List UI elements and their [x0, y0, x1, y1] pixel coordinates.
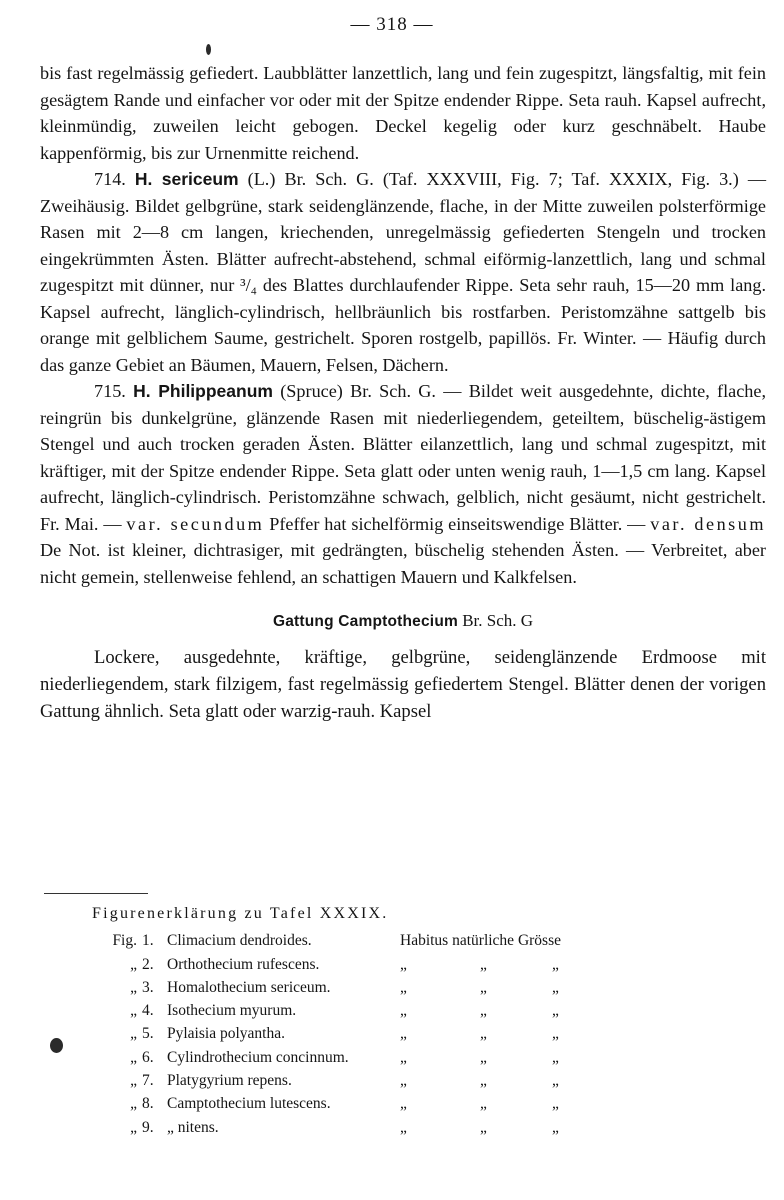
ink-speck: [206, 44, 211, 55]
paragraph-intro: [40, 60, 766, 166]
fig-prefix: „: [130, 1072, 137, 1090]
fig-number: 8.: [142, 1095, 154, 1113]
fig-number: 2.: [142, 955, 154, 973]
fig-number: 4.: [142, 1002, 154, 1020]
text-run: bis fast regelmässig gefiedert. Laubblätter lanzettlich, lang und fein zugespitzt, längsfaltig, mit fein gesägtem Rande und einfacher vor oder mit der Spitze endender Rippe. Seta rauh. Kapsel aufrecht, kleinmündig, zuweilen leicht gebogen. Deckel kegelig oder kurz geschnäbelt. Haube kappenförmig, bis zur Urnenmitte reichend.: [40, 63, 766, 163]
fig-ditto: „: [552, 1118, 559, 1136]
fig-number: 9.: [142, 1118, 154, 1136]
fig-ditto: „: [552, 1025, 559, 1043]
fig-ditto: „: [552, 978, 559, 996]
fig-ditto: „: [552, 1072, 559, 1090]
paragraph-list: [40, 60, 766, 590]
fig-number: 6.: [142, 1048, 154, 1066]
fig-prefix: „: [130, 1025, 137, 1043]
figure-legend-row: [92, 953, 692, 976]
variety-name: var. secundum: [126, 513, 265, 534]
fig-ditto: „: [400, 978, 407, 996]
fig-number: 3.: [142, 978, 154, 996]
fig-ditto: „: [400, 1118, 407, 1136]
fig-ditto: „: [480, 1095, 487, 1113]
fig-ditto: „: [552, 1095, 559, 1113]
fig-ditto: „: [480, 1118, 487, 1136]
figure-legend-row: [92, 1022, 692, 1045]
species-name: H. sericeum: [134, 169, 239, 189]
fig-species: Pylaisia polyantha.: [167, 1025, 285, 1043]
fig-species: Climacium dendroides.: [167, 932, 312, 950]
figure-legend-row: [92, 999, 692, 1022]
text-run: (Spruce) Br. Sch. G. — Bildet weit ausgedehnte, dichte, flache, reingrün bis dunkelgrüne, glänzende Rasen mit niederliegendem, geteiltem, büschelig-ästigem Stengel und auch trocken geraden Ästen. Blätter eilanzettlich, lang und schmal zugespitzt, mit kräftiger, mit der Spitze endender Rippe. Seta glatt oder unten wenig rauh, 1—1,5 cm lang. Kapsel aufrecht, länglich-cylindrisch. Peristomzähne schwach, gelblich, nicht gesäumt, nicht gestrichelt. Fr. Mai. —: [40, 381, 766, 534]
fig-ditto: „: [480, 1002, 487, 1020]
text-run: Pfeffer hat sichelförmig einseitswendige Blätter. —: [264, 513, 651, 534]
fig-ditto: „: [552, 1002, 559, 1020]
fig-habitus-note: Habitus natürliche Grösse: [400, 932, 561, 950]
fig-prefix: „: [130, 1118, 137, 1136]
paragraph-species-714: [40, 166, 766, 378]
page-number: — 318 —: [350, 14, 434, 35]
fig-number: 5.: [142, 1025, 154, 1043]
main-text: [40, 60, 766, 725]
fig-ditto: „: [480, 1072, 487, 1090]
fig-species: Platygyrium repens.: [167, 1072, 292, 1090]
figure-legend-rows: [92, 929, 692, 1139]
fig-species: „ nitens.: [167, 1118, 219, 1136]
figure-legend-row: [92, 929, 692, 952]
fig-species: Orthothecium rufescens.: [167, 955, 320, 973]
fig-prefix: „: [130, 1002, 137, 1020]
figure-legend-row: [92, 1116, 692, 1139]
genus-heading: [40, 608, 766, 636]
fig-prefix: „: [130, 1095, 137, 1113]
fig-ditto: „: [480, 1048, 487, 1066]
fig-number: 7.: [142, 1072, 154, 1090]
fig-ditto: „: [480, 955, 487, 973]
figure-legend-row: [92, 1069, 692, 1092]
genus-name: Gattung Camptothecium: [272, 613, 458, 630]
fig-species: Isothecium myurum.: [167, 1002, 297, 1020]
fig-ditto: „: [480, 1025, 487, 1043]
text-run: 714.: [94, 169, 135, 189]
ink-blot: [50, 1038, 63, 1053]
text-run: (L.) Br. Sch. G. (Taf. XXXVIII, Fig. 7; Taf. XXXIX, Fig. 3.) — Zweihäusig. Bildet gelbgrüne, stark seidenglänzende, flache, in der Mitte zuweilen polsterförmige Rasen mit 2—8 cm langen, kriechenden, unregelmässig gefiederten Stengeln und trocken eingekrümmten Ästen. Blätter aufrecht-abstehend, schmal eiförmig-lanzettlich, lang und schmal zugespitzt mit dünner, nur ³/₄ des Blattes durchlaufender Rippe. Seta sehr rauh, 15—20 mm lang. Kapsel aufrecht, länglich-cylindrisch, hellbräunlich bis rostfarben. Peristomzähne sattgelb bis orange mit gelblichem Saume, gestrichelt. Sporen rostgelb, papillös. Fr. Winter. — Häufig durch das ganze Gebiet an Bäumen, Mauern, Felsen, Dächern.: [40, 169, 767, 375]
fig-species: Camptothecium lutescens.: [167, 1095, 331, 1113]
fig-ditto: „: [400, 1002, 407, 1020]
fig-prefix: „: [130, 955, 137, 973]
figure-legend-title: Figurenerklärung zu Tafel XXXIX.: [92, 905, 389, 922]
fig-ditto: „: [552, 1048, 559, 1066]
text-run: 715.: [94, 381, 134, 401]
fig-number: 1.: [142, 932, 154, 950]
footnote-divider: [44, 893, 148, 894]
variety-name: var. densum: [650, 513, 766, 534]
paragraph-species-715: [40, 378, 766, 590]
fig-prefix: „: [130, 978, 137, 996]
fig-ditto: „: [400, 1072, 407, 1090]
fig-species: Homalothecium sericeum.: [167, 978, 331, 996]
genus-authority: Br. Sch. G: [457, 611, 534, 630]
text-run: De Not. ist kleiner, dichtrasiger, mit gedrängten, büschelig stehenden Ästen. — Verbreitet, aber nicht gemein, stellenweise fehlend, an schattigen Mauern und Kalkfelsen.: [40, 540, 766, 587]
fig-species: Cylindrothecium concinnum.: [167, 1048, 349, 1066]
fig-ditto: „: [400, 955, 407, 973]
fig-ditto: „: [400, 1048, 407, 1066]
species-name: H. Philippeanum: [133, 381, 273, 401]
figure-legend-row: [92, 976, 692, 999]
fig-ditto: „: [400, 1095, 407, 1113]
figure-legend-row: [92, 1092, 692, 1115]
genus-description: Lockere, ausgedehnte, kräftige, gelbgrüne, seidenglänzende Erdmoose mit niederliegendem, stark filzigem, fast regelmässig gefiedertem Stengel. Blätter denen der vorigen Gattung ähnlich. Seta glatt oder warzig-rauh. Kapsel: [40, 646, 766, 722]
fig-ditto: „: [552, 955, 559, 973]
fig-ditto: „: [480, 978, 487, 996]
fig-ditto: „: [400, 1025, 407, 1043]
fig-prefix: Fig.: [112, 932, 137, 950]
figure-legend: [92, 902, 692, 1139]
figure-legend-row: [92, 1046, 692, 1069]
fig-prefix: „: [130, 1048, 137, 1066]
